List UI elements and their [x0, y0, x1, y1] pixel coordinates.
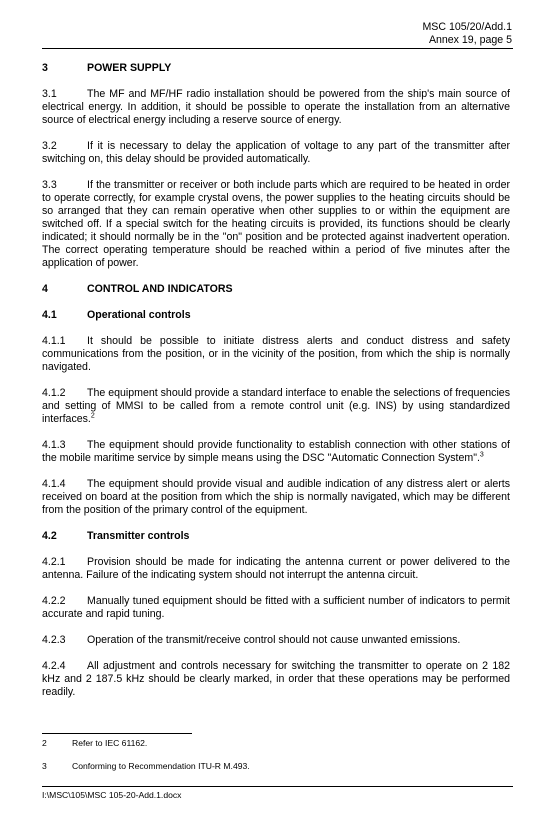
paragraph	[42, 335, 510, 374]
paragraph-text: The equipment should provide visual and audible indication of any distress alert or alerts received on board at the position from which the ship is normally navigated, which may be different from the position of the primary control of the equipment.	[42, 478, 510, 516]
footnote-reference[interactable]: 3	[479, 451, 484, 459]
footnote-text: Conforming to Recommendation ITU-R M.493.	[72, 761, 250, 771]
paragraph-text: All adjustment and controls necessary for switching the transmitter to operate on 2 182 kHz and 2 187.5 kHz should be clearly marked, in order that these operations may be performed readily.	[42, 660, 510, 698]
paragraph-number: 3.3	[42, 179, 57, 191]
footnote-number: 2	[42, 738, 47, 748]
page-reference: Annex 19, page 5	[428, 34, 512, 46]
paragraph	[42, 556, 510, 582]
footnote-number: 3	[42, 761, 47, 771]
paragraph-text: If it is necessary to delay the application of voltage to any part of the transmitter after switching on, this delay should be provided automatically.	[42, 140, 510, 165]
paragraph	[42, 660, 510, 699]
paragraph-number: 3.1	[42, 88, 57, 100]
paragraph-number: 4.1.1	[42, 335, 66, 347]
paragraph-number: 4.1.4	[42, 478, 66, 490]
document-id: MSC 105/20/Add.1	[422, 21, 512, 33]
paragraph-text: Operation of the transmit/receive control should not cause unwanted emissions.	[87, 634, 461, 646]
paragraph	[42, 595, 510, 621]
paragraph-number: 4.2.4	[42, 660, 66, 672]
section-heading	[42, 530, 510, 543]
footer-file-path: I:\MSC\105\MSC 105-20-Add.1.docx	[42, 790, 182, 800]
paragraph-number: 4.1.3	[42, 439, 66, 451]
paragraph-number: 4.2.1	[42, 556, 66, 568]
paragraph-text: It should be possible to initiate distress alerts and conduct distress and safety communications from the position, or in the vicinity of the position, from which the ship is normally navigated.	[42, 335, 510, 373]
footnote	[42, 738, 510, 749]
paragraph	[42, 634, 510, 647]
header-divider	[42, 48, 513, 49]
section-number: 4.2	[42, 530, 57, 542]
footnote-divider	[42, 733, 192, 734]
section-heading	[42, 62, 510, 75]
section-title: POWER SUPPLY	[87, 62, 172, 74]
paragraph	[42, 387, 510, 426]
footnote-reference[interactable]: 2	[90, 412, 95, 420]
section-title: CONTROL AND INDICATORS	[87, 283, 233, 295]
paragraph-text: If the transmitter or receiver or both include parts which are required to be heated in order to operate correctly, for example crystal ovens, the power supplies to the heating circuits should be so arranged that they can remain operative when other supplies to or within the equipment are switched off. If a special switch for the heating circuits is provided, its functions should be clearly indicated; it should normally be in the "on" position and be protected against inadvertent operation. The correct operating temperature should be reached within a period of five minutes after the application of power.	[42, 179, 510, 269]
paragraph-number: 3.2	[42, 140, 57, 152]
paragraph-text: The MF and MF/HF radio installation should be powered from the ship's main source of electrical energy. In addition, it should be possible to operate the installation from an alternative source of electrical energy including a reserve source of energy.	[42, 88, 510, 126]
section-heading	[42, 283, 510, 296]
paragraph	[42, 439, 510, 465]
page-header	[422, 21, 512, 47]
paragraph	[42, 179, 510, 270]
section-title: Operational controls	[87, 309, 191, 321]
paragraph-text: Manually tuned equipment should be fitted with a sufficient number of indicators to permit accurate and rapid tuning.	[42, 595, 510, 620]
document-body	[42, 62, 510, 712]
footnote	[42, 761, 510, 772]
paragraph-text: The equipment should provide functionality to establish connection with other stations of the mobile maritime service by simple means using the DSC "Automatic Connection System".	[42, 439, 510, 464]
section-title: Transmitter controls	[87, 530, 190, 542]
footnotes	[42, 738, 510, 784]
paragraph-text: The equipment should provide a standard interface to enable the selections of frequencies and setting of MMSI to be called from a remote control unit (e.g. INS) by using standardized interfaces.	[42, 387, 510, 425]
section-number: 3	[42, 62, 48, 74]
paragraph	[42, 88, 510, 127]
paragraph	[42, 140, 510, 166]
paragraph-number: 4.2.3	[42, 634, 66, 646]
paragraph	[42, 478, 510, 517]
paragraph-number: 4.1.2	[42, 387, 66, 399]
footer-divider	[42, 786, 513, 787]
section-number: 4.1	[42, 309, 57, 321]
paragraph-number: 4.2.2	[42, 595, 66, 607]
footnote-text: Refer to IEC 61162.	[72, 738, 148, 748]
section-heading	[42, 309, 510, 322]
section-number: 4	[42, 283, 48, 295]
paragraph-text: Provision should be made for indicating the antenna current or power delivered to the antenna. Failure of the indicating system should not interrupt the antenna circuit.	[42, 556, 510, 581]
